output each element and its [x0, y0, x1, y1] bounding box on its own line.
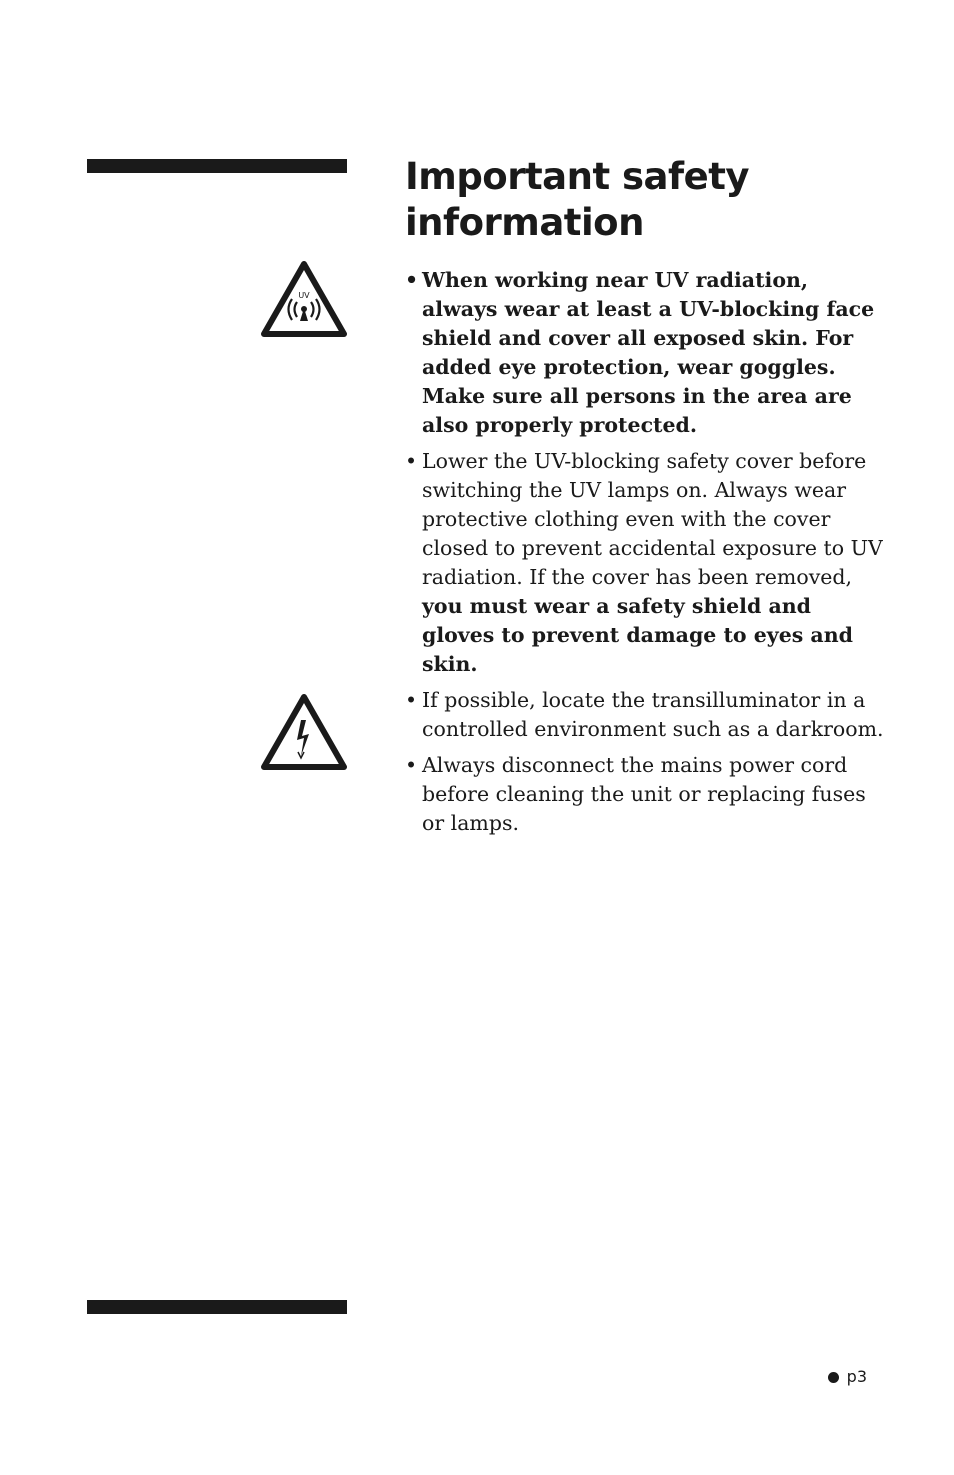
page-number [828, 1366, 867, 1388]
list-item [405, 751, 885, 838]
bullet-dot: • [405, 449, 418, 473]
electric-shock-warning-icon [261, 694, 347, 770]
bullet-text: If possible, locate the transilluminator in a controlled environment such as a darkroom. [422, 688, 884, 741]
safety-bullet-list [405, 266, 885, 845]
bullet-text: Lower the UV-blocking safety cover before switching the UV lamps on. Always wear protective clothing even with the cover closed to prevent accidental exposure to UV radiation. If the cover has been removed, [422, 449, 883, 589]
list-item [405, 686, 885, 744]
bullet-dot: • [405, 268, 419, 292]
list-item [405, 266, 885, 440]
bullet-text-emphasis: you must wear a safety shield and gloves to prevent damage to eyes and skin. [422, 594, 853, 676]
uv-icon-label: UV [298, 291, 310, 300]
bullet-dot: • [405, 753, 418, 777]
uv-radiation-warning-icon [261, 261, 347, 337]
bullet-text: Always disconnect the mains power cord before cleaning the unit or replacing fuses or lamps. [422, 753, 866, 835]
list-item [405, 447, 885, 679]
bottom-divider-bar [87, 1300, 347, 1314]
top-divider-bar [87, 159, 347, 173]
page-number-text: p3 [846, 1367, 867, 1386]
page-title: Important safety information [405, 155, 750, 244]
page-dot-icon [828, 1372, 839, 1383]
bullet-text: When working near UV radiation, always wear at least a UV-blocking face shield and cover all exposed skin. For added eye protection, wear goggles. Make sure all persons in the area are also properly protected. [422, 268, 875, 437]
bullet-dot: • [405, 688, 418, 712]
